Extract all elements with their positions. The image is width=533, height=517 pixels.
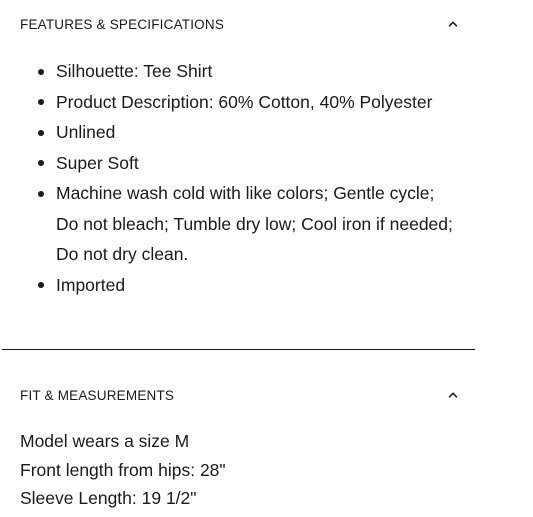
chevron-up-icon[interactable] bbox=[446, 388, 460, 402]
list-item: Silhouette: Tee Shirt bbox=[56, 56, 460, 87]
fit-measurements-title: FIT & MEASUREMENTS bbox=[20, 387, 175, 403]
chevron-up-icon[interactable] bbox=[446, 17, 460, 31]
fit-line: Sleeve Length: 19 1/2" bbox=[20, 488, 197, 508]
list-item: Product Description: 60% Cotton, 40% Polyester bbox=[56, 87, 460, 118]
features-specifications-title: FEATURES & SPECIFICATIONS bbox=[20, 16, 225, 32]
fit-measurements-header[interactable] bbox=[20, 385, 460, 405]
list-item: Imported bbox=[56, 270, 460, 301]
list-item: Super Soft bbox=[56, 148, 460, 179]
section-divider bbox=[2, 349, 475, 350]
fit-line: Model wears a size M bbox=[20, 431, 190, 451]
features-specifications-header[interactable] bbox=[20, 14, 460, 34]
features-list bbox=[20, 56, 460, 300]
list-item: Machine wash cold with like colors; Gentle cycle; Do not bleach; Tumble dry low; Cool iron if needed; Do not dry clean. bbox=[56, 178, 460, 270]
fit-line: Front length from hips: 28" bbox=[20, 459, 226, 480]
list-item: Unlined bbox=[56, 117, 460, 148]
fit-measurements-content bbox=[20, 427, 460, 513]
